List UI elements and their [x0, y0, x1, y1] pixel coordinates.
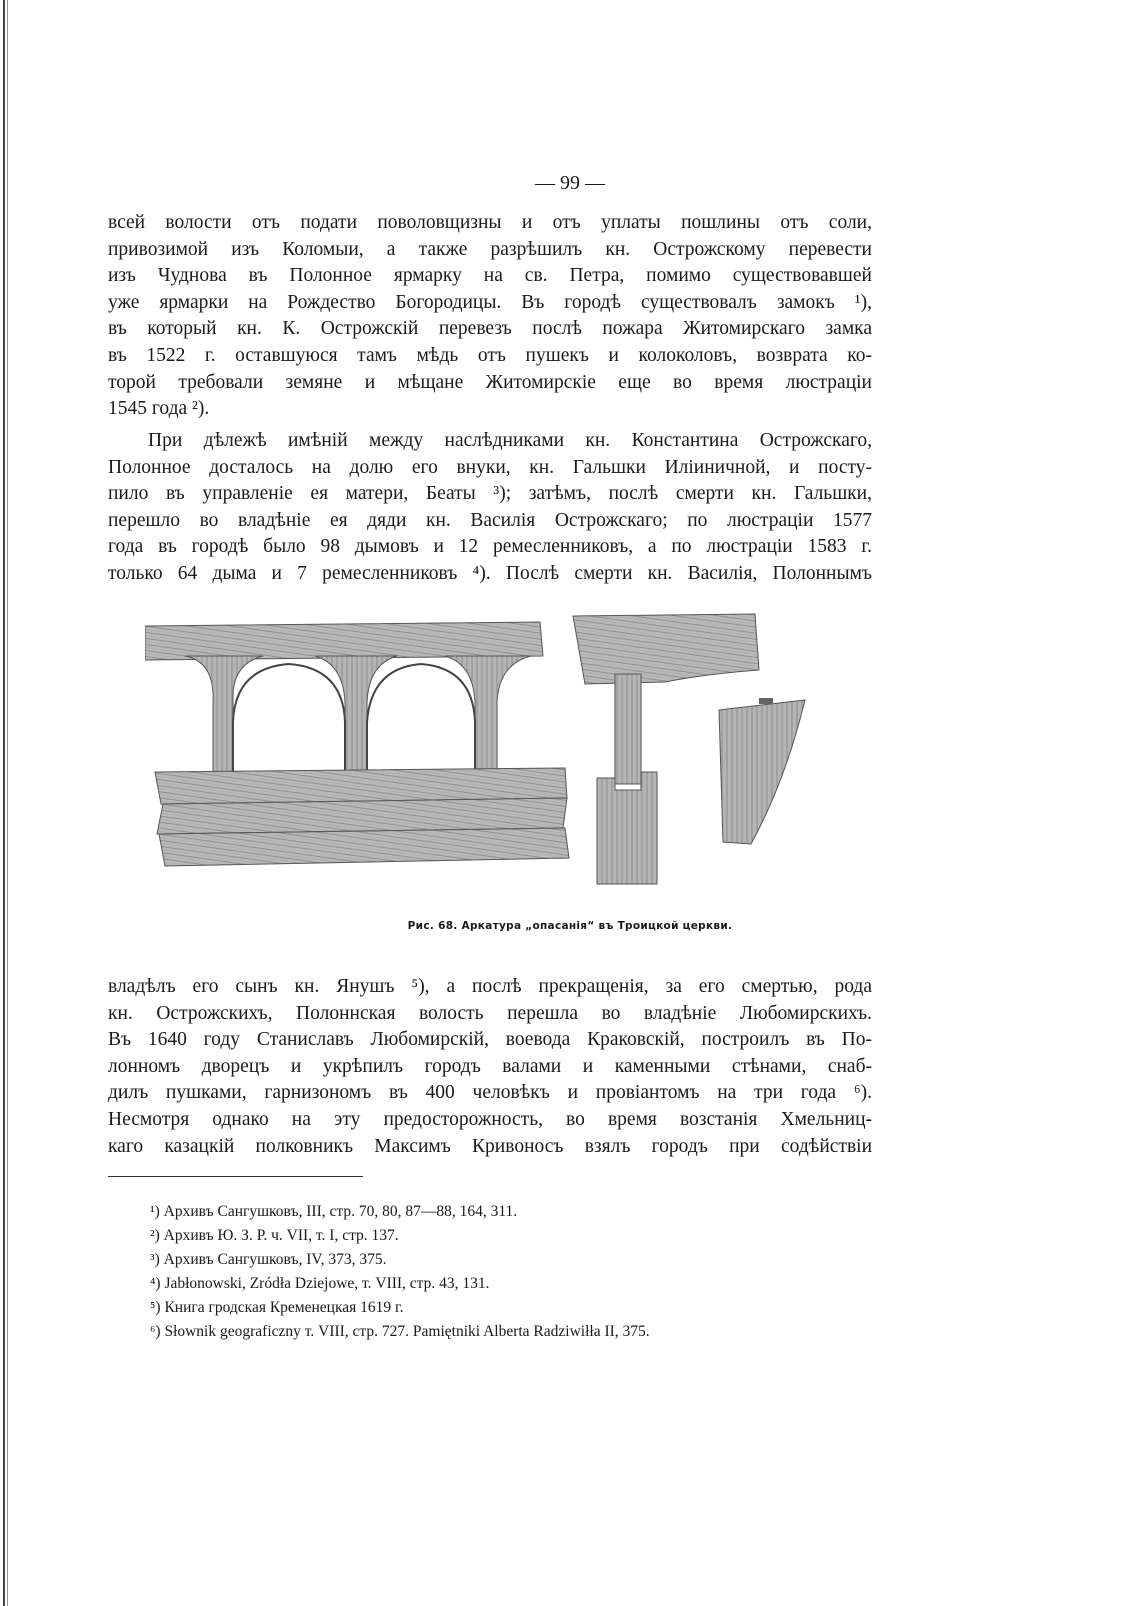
text-line: лонномъ дворецъ и укрѣпилъ городъ валами и каменными стѣнами, снаб-: [108, 1055, 872, 1077]
text-line: торой требовали земяне и мѣщане Житомирскіе еще во время люстраціи: [108, 371, 872, 393]
footnote-divider: [108, 1176, 363, 1177]
text-line: дилъ пушками, гарнизономъ въ 400 человѣкъ и провіантомъ на три года ⁶).: [108, 1082, 872, 1104]
footnote-6: ⁶) Słownik geograficzny т. VIII, стр. 727. Pamiętniki Alberta Radziwiłła II, 375.: [150, 1323, 650, 1340]
text-line: Полонное досталось на долю его внуки, кн. Гальшки Иліиничной, и посту-: [108, 456, 872, 478]
figure-caption: Рис. 68. Аркатура „опасанія“ въ Троицкой церкви.: [407, 920, 733, 932]
text-line: кн. Острожскихъ, Полоннская волость перешла во владѣніе Любомирскихъ.: [108, 1002, 872, 1024]
paragraph-3: [108, 974, 872, 1160]
figure-arcature-illustration: [145, 612, 845, 902]
text-line: каго казацкій полковникъ Максимъ Кривоносъ взялъ городъ при содѣйствіи: [108, 1135, 872, 1157]
footnote-2: ²) Архивъ Ю. З. Р. ч. VII, т. I, стр. 137.: [150, 1227, 399, 1244]
arcade-drawing: [145, 622, 569, 866]
text-line: года въ городѣ было 98 дымовъ и 12 ремесленниковъ, а по люстраціи 1583 г.: [108, 536, 872, 558]
footnote-4: ⁴) Jabłonowski, Zródła Dziejowe, т. VIII, стр. 43, 131.: [150, 1275, 490, 1292]
paragraph-2: [108, 428, 872, 588]
text-line: въ который кн. К. Острожскій перевезъ послѣ пожара Житомирскаго замка: [108, 318, 872, 340]
footnotes-list: [150, 1200, 650, 1344]
page-binding-edge: [3, 0, 5, 1606]
text-line: изъ Чуднова въ Полонное ярмарку на св. Петра, помимо существовавшей: [108, 265, 872, 287]
text-line: пило въ управленіе ея матери, Беаты ³); затѣмъ, послѣ смерти кн. Гальшки,: [108, 483, 872, 505]
text-line: привозимой изъ Коломыи, а также разрѣшилъ кн. Острожскому перевести: [108, 238, 872, 260]
paragraph-1: [108, 210, 872, 423]
page-binding-edge-secondary: [7, 0, 8, 1606]
text-line: перешло во владѣніе ея дяди кн. Василія Острожскаго; по люстраціи 1577: [108, 509, 872, 531]
footnote-5: ⁵) Книга гродская Кременецкая 1619 г.: [150, 1299, 404, 1316]
text-line: всей волости отъ подати поволовщизны и отъ уплаты пошлины отъ соли,: [108, 212, 872, 233]
text-line: Несмотря однако на эту предосторожность, во время возстанія Хмельниц-: [108, 1108, 872, 1130]
text-line: владѣлъ его сынъ кн. Янушъ ⁵), а послѣ прекращенія, за его смертью, рода: [108, 976, 872, 997]
text-line: 1545 года ²).: [108, 398, 210, 420]
text-line: въ 1522 г. оставшуюся тамъ мѣдь отъ пушекъ и колоколовъ, возврата ко-: [108, 344, 872, 366]
section-drawing: [573, 614, 805, 884]
page-number: — 99 —: [535, 172, 605, 194]
text-line: Въ 1640 году Станиславъ Любомирскій, воевода Краковскій, построилъ въ По-: [108, 1029, 872, 1051]
text-line: При дѣлежѣ имѣній между наслѣдниками кн. Константина Острожскаго,: [148, 430, 872, 451]
text-line: только 64 дыма и 7 ремесленниковъ ⁴). Послѣ смерти кн. Василія, Полоннымъ: [108, 562, 872, 584]
text-line: уже ярмарки на Рождество Богородицы. Въ городѣ существовалъ замокъ ¹),: [108, 291, 872, 313]
footnote-3: ³) Архивъ Сангушковъ, IV, 373, 375.: [150, 1251, 387, 1268]
footnote-1: ¹) Архивъ Сангушковъ, III, стр. 70, 80, 87—88, 164, 311.: [150, 1203, 518, 1220]
